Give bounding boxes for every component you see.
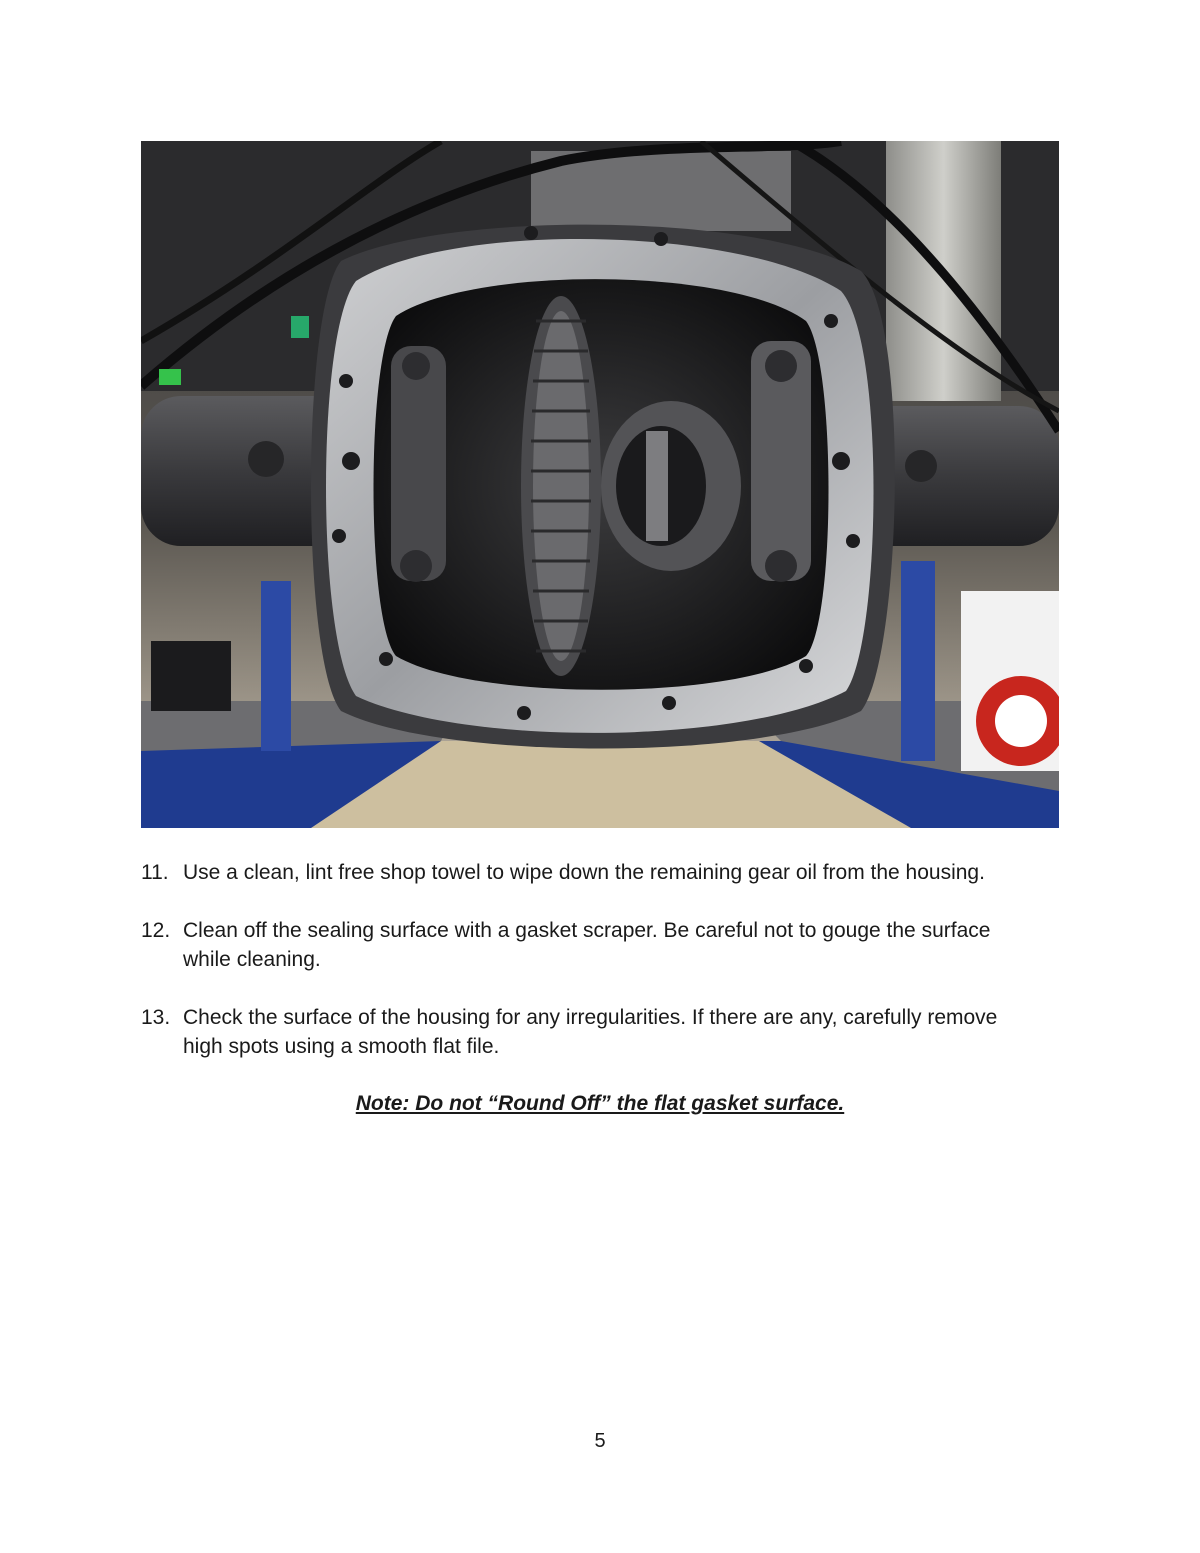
step-number: 13. — [141, 1006, 171, 1029]
page-number: 5 — [594, 1430, 606, 1452]
step-13 — [141, 1003, 1041, 1061]
step-text: Use a clean, lint free shop towel to wipe down the remaining gear oil from the housing. — [183, 861, 985, 884]
step-text: Clean off the sealing surface with a gasket scraper. Be careful not to gouge the surface while cleaning. — [183, 919, 991, 971]
note-text: Note: Do not “Round Off” the flat gasket surface. — [355, 1092, 845, 1115]
instruction-steps — [141, 858, 1041, 1090]
differential-housing-photo — [141, 141, 1059, 828]
step-11 — [141, 858, 1041, 887]
step-12 — [141, 916, 1041, 974]
gasket-note — [0, 1089, 1200, 1118]
step-number: 11. — [141, 861, 169, 884]
step-text: Check the surface of the housing for any irregularities. If there are any, carefully remove high spots using a smooth flat file. — [183, 1006, 998, 1058]
differential-photo-illustration — [141, 141, 1059, 828]
step-number: 12. — [141, 919, 171, 942]
